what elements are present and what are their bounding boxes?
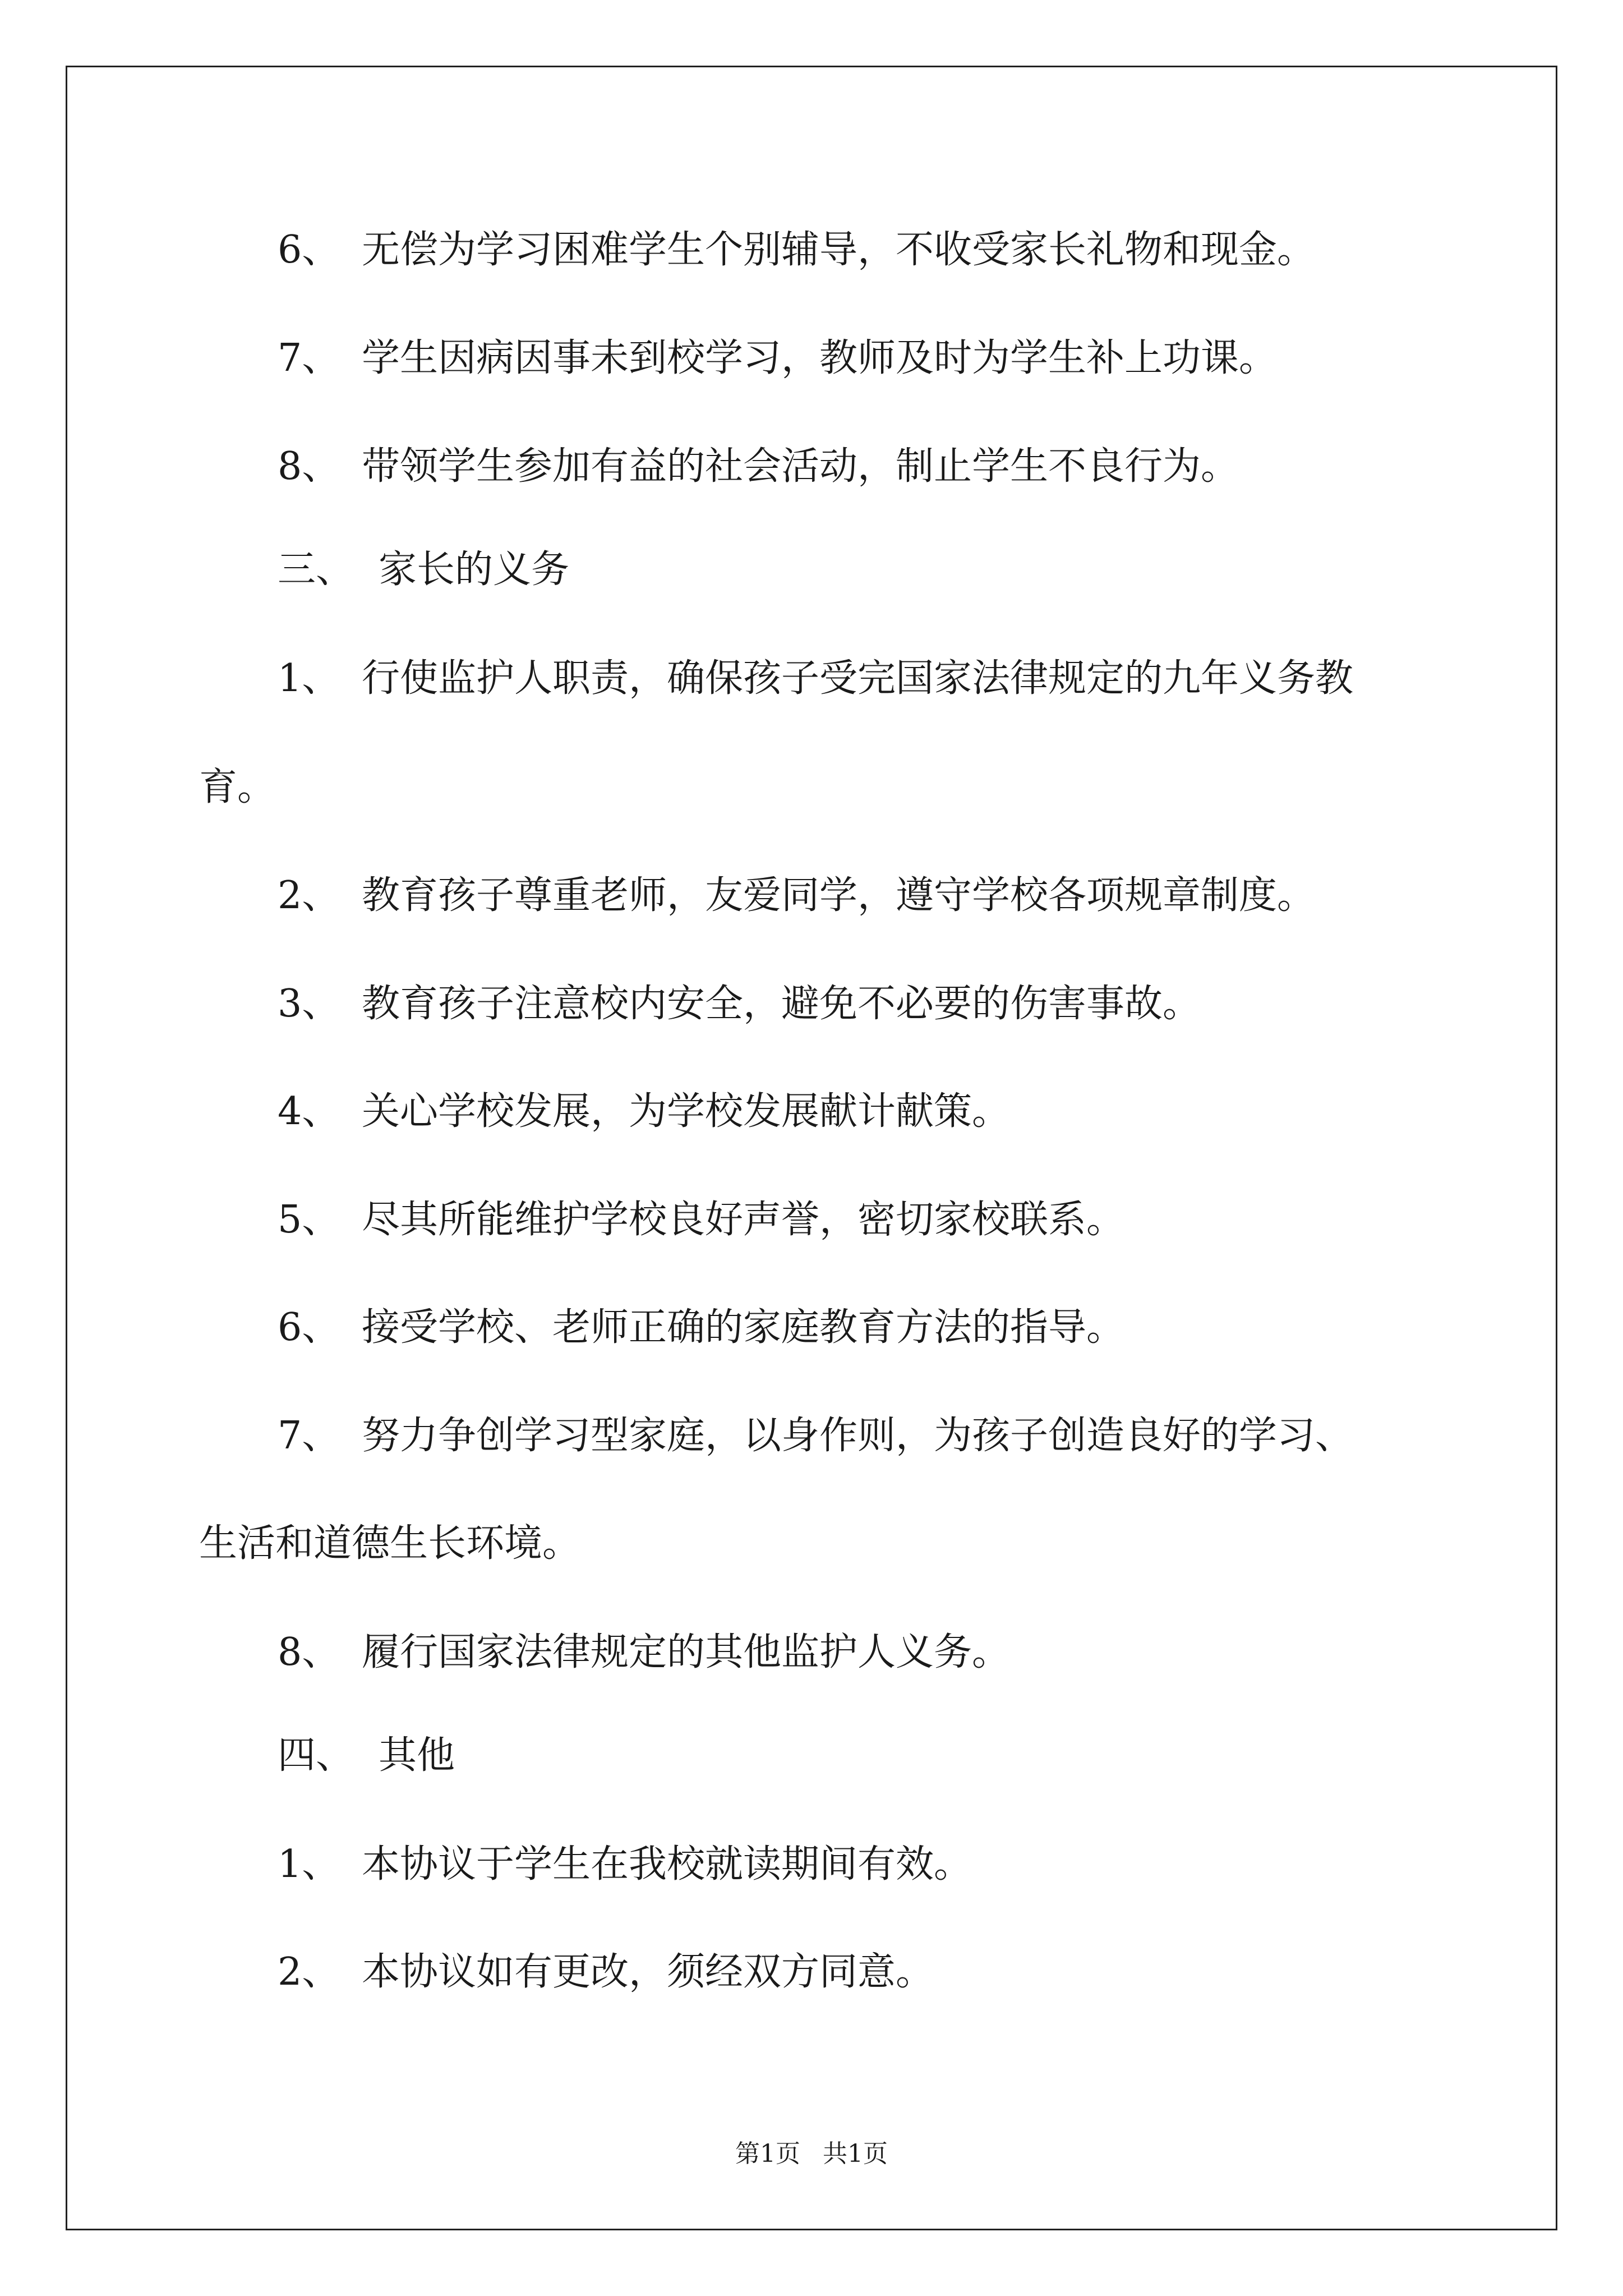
item-text: 带领学生参加有益的社会活动，制止学生不良行为。 xyxy=(362,444,1239,489)
item-number: 8、 xyxy=(278,1630,340,1674)
parent-duty-item-6 xyxy=(278,1305,1125,1350)
item-text: 努力争创学习型家庭，以身作则，为孩子创造良好的学习、 xyxy=(362,1414,1354,1458)
item-number: 1、 xyxy=(278,1842,340,1887)
page-border xyxy=(66,66,1557,2230)
parent-duty-item-4 xyxy=(278,1089,1011,1134)
section-heading-parents-duties xyxy=(278,547,570,592)
item-text: 接受学校、老师正确的家庭教育方法的指导。 xyxy=(362,1305,1125,1350)
item-text: 行使监护人职责，确保孩子受完国家法律规定的九年义务教 xyxy=(362,656,1354,701)
teacher-duty-item-7 xyxy=(278,336,1278,380)
parent-duty-item-1-continued: 育。 xyxy=(199,765,276,809)
item-number: 8、 xyxy=(278,444,340,489)
item-text: 本协议如有更改，须经双方同意。 xyxy=(362,1950,934,1994)
teacher-duty-item-6 xyxy=(278,228,1316,272)
section-number: 三、 xyxy=(278,547,354,592)
item-number: 2、 xyxy=(278,873,340,918)
parent-duty-item-5 xyxy=(278,1198,1125,1242)
item-text: 关心学校发展，为学校发展献计献策。 xyxy=(362,1089,1011,1134)
parent-duty-item-1 xyxy=(278,656,1354,701)
item-number: 2、 xyxy=(278,1950,340,1994)
page-total: 共1页 xyxy=(823,2139,888,2168)
section-number: 四、 xyxy=(278,1733,354,1778)
item-text: 教育孩子注意校内安全，避免不必要的伤害事故。 xyxy=(362,982,1201,1026)
item-number: 6、 xyxy=(278,1305,340,1350)
teacher-duty-item-8 xyxy=(278,444,1239,489)
other-item-2 xyxy=(278,1950,934,1994)
item-number: 5、 xyxy=(278,1198,340,1242)
page-footer xyxy=(0,2139,1623,2168)
item-text: 履行国家法律规定的其他监护人义务。 xyxy=(362,1630,1011,1674)
parent-duty-item-7 xyxy=(278,1414,1354,1458)
item-number: 6、 xyxy=(278,228,340,272)
item-text: 尽其所能维护学校良好声誉，密切家校联系。 xyxy=(362,1198,1125,1242)
section-title: 家长的义务 xyxy=(379,547,570,592)
parent-duty-item-2 xyxy=(278,873,1316,918)
parent-duty-item-8 xyxy=(278,1630,1011,1674)
item-number: 4、 xyxy=(278,1089,340,1134)
other-item-1 xyxy=(278,1842,972,1887)
item-text: 本协议于学生在我校就读期间有效。 xyxy=(362,1842,972,1887)
item-text: 学生因病因事未到校学习，教师及时为学生补上功课。 xyxy=(362,336,1278,380)
parent-duty-item-7-continued: 生活和道德生长环境。 xyxy=(199,1521,581,1566)
section-title: 其他 xyxy=(379,1733,455,1778)
item-text: 教育孩子尊重老师，友爱同学，遵守学校各项规章制度。 xyxy=(362,873,1316,918)
parent-duty-item-3 xyxy=(278,982,1201,1026)
section-heading-other xyxy=(278,1733,455,1778)
item-number: 3、 xyxy=(278,982,340,1026)
item-number: 7、 xyxy=(278,1414,340,1458)
item-number: 7、 xyxy=(278,336,340,380)
item-text: 无偿为学习困难学生个别辅导，不收受家长礼物和现金。 xyxy=(362,228,1316,272)
item-number: 1、 xyxy=(278,656,340,701)
page-number: 第1页 xyxy=(735,2139,800,2168)
